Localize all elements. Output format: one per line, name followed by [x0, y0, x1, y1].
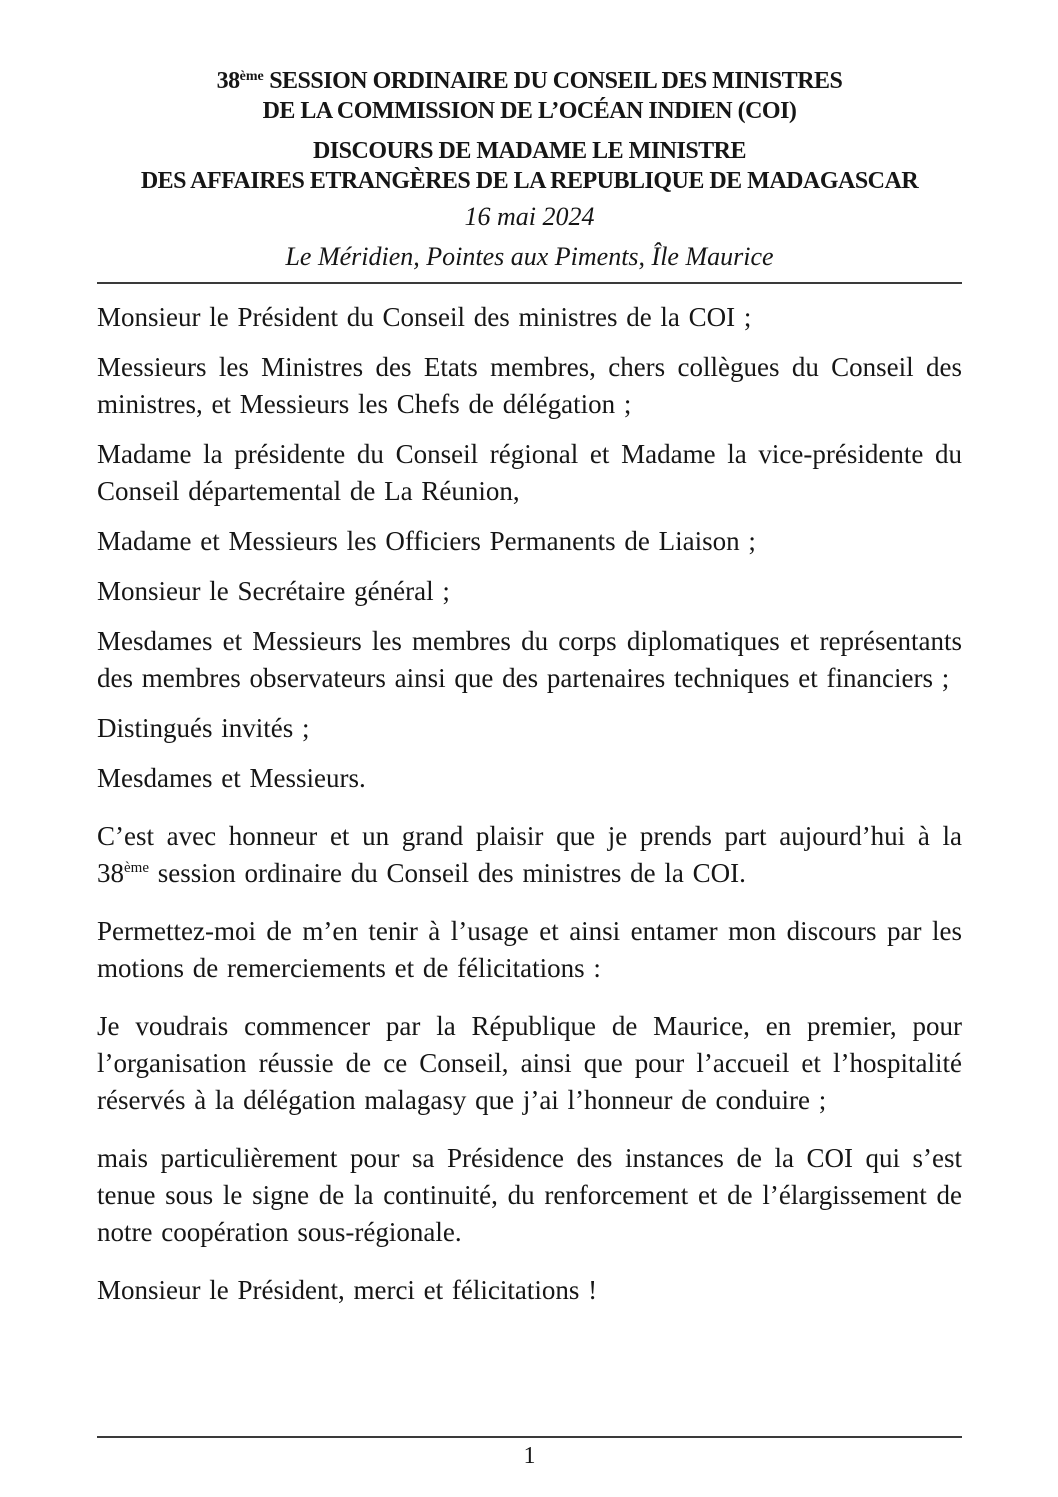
salutation-line: Monsieur le Président du Conseil des ministres de la COI ;	[97, 302, 752, 332]
document-body	[97, 299, 962, 1309]
page-footer	[97, 1436, 962, 1470]
title-line-1	[97, 66, 962, 96]
document-subtitle	[97, 136, 962, 196]
body-paragraph: Je voudrais commencer par la République de Maurice, en premier, pour l’organisation réussie de ce Conseil, ainsi que pour l’accueil et l’hospitalité réservés à la délégation malagasy que j’ai l’honneur de conduire ;	[97, 1011, 962, 1115]
footer-divider	[97, 1436, 962, 1438]
salutation-line: Mesdames et Messieurs.	[97, 763, 366, 793]
salutation-line: Madame la présidente du Conseil régional et Madame la vice-présidente du Conseil départemental de La Réunion,	[97, 439, 962, 506]
document-date: 16 mai 2024	[464, 202, 595, 231]
salutation-line: Messieurs les Ministres des Etats membres, chers collègues du Conseil des ministres, et Messieurs les Chefs de délégation ;	[97, 352, 962, 419]
body-paragraph	[97, 818, 962, 892]
paragraph-text: C’est avec honneur et un grand plaisir que je prends part aujourd’hui à la 38	[97, 821, 962, 888]
ordinal-superscript: ème	[239, 69, 264, 84]
body-paragraph: Permettez-moi de m’en tenir à l’usage et ainsi entamer mon discours par les motions de remerciements et de félicitations :	[97, 916, 962, 983]
paragraph-text: session ordinaire du Conseil des ministres de la COI.	[148, 858, 746, 888]
salutation-line: Monsieur le Secrétaire général ;	[97, 576, 450, 606]
header-divider	[97, 282, 962, 284]
salutation-line: Mesdames et Messieurs les membres du corps diplomatiques et représentants des membres observateurs ainsi que des partenaires techniques et financiers ;	[97, 626, 962, 693]
body-paragraph: mais particulièrement pour sa Présidence des instances de la COI qui s’est tenue sous le signe de la continuité, du renforcement et de l’élargissement de notre coopération sous-régionale.	[97, 1143, 962, 1247]
document-venue: Le Méridien, Pointes aux Piments, Île Maurice	[285, 242, 774, 271]
title-line-2: DE LA COMMISSION DE L’OCÉAN INDIEN (COI)	[262, 98, 797, 124]
title-line-1-text: SESSION ORDINAIRE DU CONSEIL DES MINISTRES	[263, 68, 843, 94]
body-paragraph: Monsieur le Président, merci et félicitations !	[97, 1275, 598, 1305]
page-number: 1	[523, 1443, 536, 1469]
ordinal-superscript: ème	[124, 860, 149, 876]
document-header	[97, 66, 962, 284]
salutation-line: Madame et Messieurs les Officiers Permanents de Liaison ;	[97, 526, 756, 556]
title-session-number: 38	[216, 68, 240, 94]
subtitle-line-2: DES AFFAIRES ETRANGÈRES DE LA REPUBLIQUE DE MADAGASCAR	[140, 168, 919, 194]
subtitle-line-1: DISCOURS DE MADAME LE MINISTRE	[312, 138, 747, 164]
document-title	[97, 66, 962, 126]
salutation-line: Distingués invités ;	[97, 713, 310, 743]
